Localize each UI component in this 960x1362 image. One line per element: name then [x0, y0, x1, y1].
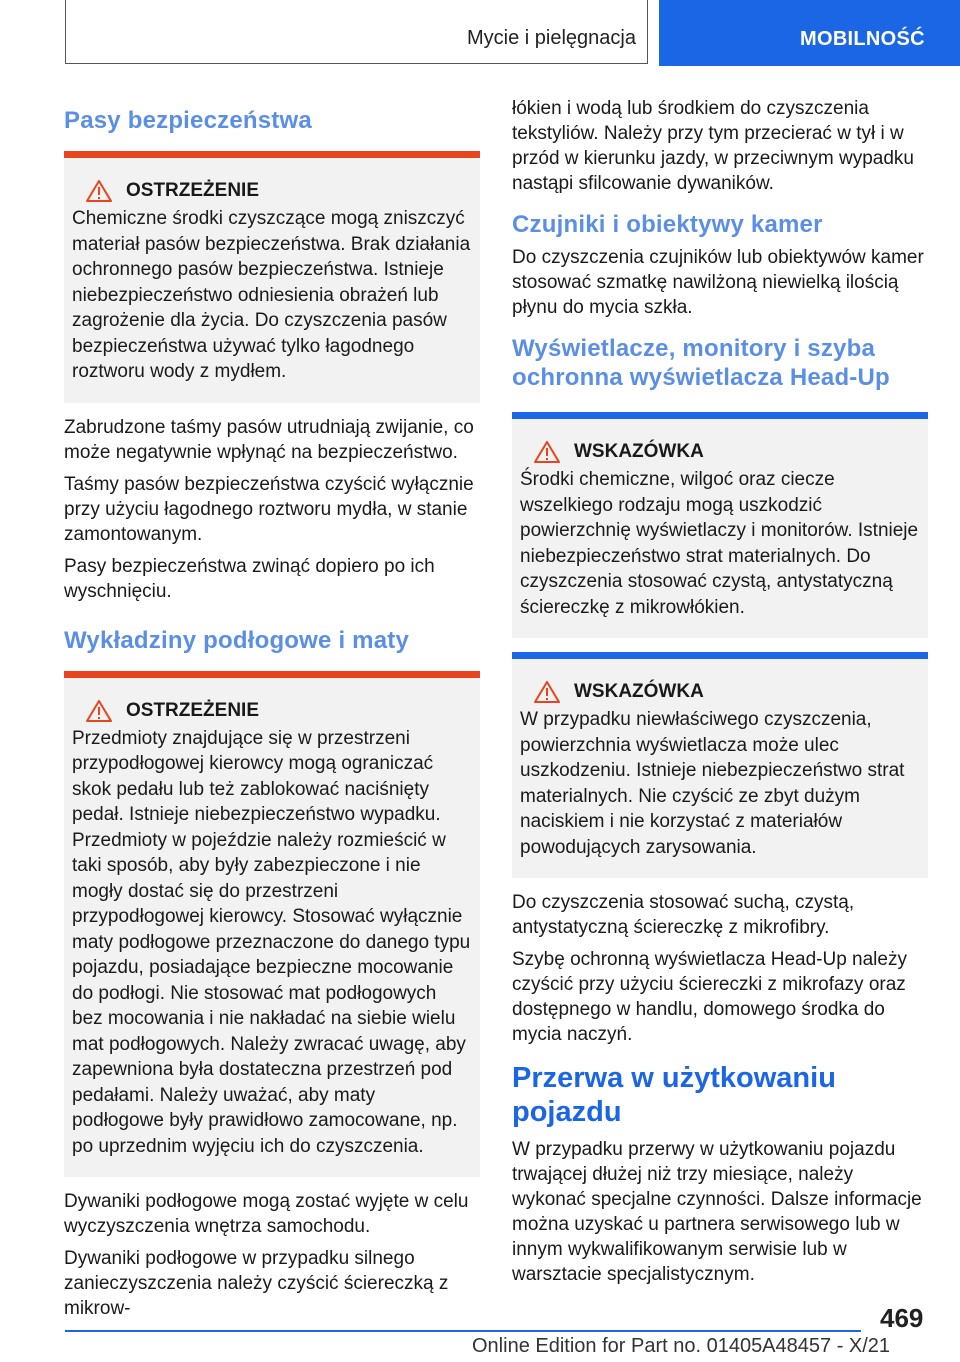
note-box-cleaning	[512, 652, 928, 878]
right-column	[512, 96, 928, 1294]
warning-text: Przedmioty znajdujące się w przestrzeni przypodłogowej kierowcy mogą ograniczać skok pedału lub też zablokować naciśnięty pedał. Istnieje niebezpieczeństwo wypadku. Przedmioty w pojeździe należy rozmieścić w taki sposób, aby były zabezpieczone i nie mogły dostać się do przestrzeni przypodłogowej kierowcy. Stosować wyłącznie maty podłogowe przeznaczone do danego typu pojazdu, posiadające bezpieczne mocowanie do podłogi. Nie stosować mat podłogowych bez mocowania i nie nakładać na siebie wielu mat podłogowych. Należy zwracać uwagę, aby zapewniona była dostateczna przestrzeń pod pedałami. Należy uważać, aby maty podłogowe były prawidłowo zamocowane, np. po uprzednim wyjęciu ich do czyszczenia.	[72, 727, 471, 1157]
warning-title-text: OSTRZEŻENIE	[126, 699, 260, 721]
page-number: 469	[880, 1303, 924, 1333]
paragraph: Dywaniki podłogowe mogą zostać wyjęte w celu wyczyszczenia wnętrza samochodu.	[64, 1191, 469, 1237]
paragraph: Taśmy pasów bezpieczeństwa czyścić wyłącznie przy użyciu łagodnego roztworu mydła, w stanie zamontowanym.	[64, 473, 474, 545]
chapter-tab[interactable]	[659, 0, 960, 66]
section-title: Mycie i pielęgnacja	[467, 27, 636, 49]
left-column	[64, 96, 480, 1328]
note-title	[520, 441, 920, 463]
warning-box-floor-mats	[64, 671, 480, 1178]
warning-triangle-icon	[86, 180, 112, 202]
heading-vehicle-break: Przerwa w użytkowaniu pojazdu	[512, 1062, 836, 1128]
paragraph: Dywaniki podłogowe w przypadku silnego zanieczyszczenia należy czyścić ściereczką z mikrow-	[64, 1248, 449, 1319]
warning-triangle-icon	[86, 700, 112, 722]
warning-text: Chemiczne środki czyszczące mogą zniszczyć materiał pasów bezpieczeństwa. Brak działania ochronnego pasów bezpieczeństwa. Istnieje niebezpieczeństwo odniesienia obrażeń lub zagrożenie dla życia. Do czyszczenia pasów bezpieczeństwa używać tylko łagodnego roztworu wody z mydłem.	[72, 208, 471, 382]
heading-displays: Wyświetlacze, monitory i szyba ochronna wyświetlacza Head-Up	[512, 335, 890, 391]
warning-triangle-icon	[534, 681, 560, 703]
heading-floor-mats: Wykładziny podłogowe i maty	[64, 626, 410, 654]
paragraph: łókien i wodą lub środkiem do czyszczenia tekstyliów. Należy przy tym przecierać w tył i w przód w kierunku jazdy, w przeciwnym wypadku nastąpi sfilcowanie dywaników.	[512, 98, 914, 194]
paragraph: Zabrudzone taśmy pasów utrudniają zwijanie, co może negatywnie wpłynąć na bezpieczeństwo.	[64, 416, 474, 463]
heading-seatbelts: Pasy bezpieczeństwa	[64, 107, 312, 134]
warning-triangle-icon	[534, 441, 560, 463]
paragraph: Do czyszczenia stosować suchą, czystą, antystatyczną ściereczkę z mikrofibry.	[512, 892, 855, 938]
edition-note: Online Edition for Part no. 01405A48457 - X/21	[472, 1335, 891, 1357]
warning-title-text: OSTRZEŻENIE	[126, 180, 260, 201]
note-text: Środki chemiczne, wilgoć oraz ciecze wszelkiego rodzaju mogą uszkodzić powierzchnię wyświetlaczy i monitorów. Istnieje niebezpieczeństwo strat materialnych. Do czyszczenia stosować czystą, antystatyczną ściereczkę z mikrowłókien.	[520, 469, 919, 618]
paragraph: Szybę ochronną wyświetlacza Head-Up należy czyścić przy użyciu ściereczki z mikrofazy oraz dostępnego w handlu, domowego środka do mycia naczyń.	[512, 949, 907, 1045]
chapter-tab-label: MOBILNOŚĆ	[800, 28, 925, 50]
warning-title	[72, 180, 472, 202]
paragraph: W przypadku przerwy w użytkowaniu pojazdu trwającej dłużej niż trzy miesiące, należy wykonać specjalne czynności. Dalsze informacje można uzyskać u partnera serwisowego lub w innym wykwalifikowanym serwisie lub w warsztacie specjalistycznym.	[512, 1139, 922, 1285]
note-box-displays	[512, 412, 928, 638]
note-title	[520, 681, 920, 703]
paragraph: Do czyszczenia czujników lub obiektywów kamer stosować szmatkę nawilżoną niewielką ilością płynu do mycia szkła.	[512, 247, 924, 318]
heading-sensors-cameras: Czujniki i obiektywy kamer	[512, 211, 823, 238]
note-title-text: WSKAZÓWKA	[574, 681, 704, 702]
paragraph: Pasy bezpieczeństwa zwinąć dopiero po ich wyschnięciu.	[64, 555, 435, 602]
warning-box-seatbelts	[64, 151, 480, 403]
footer-divider	[65, 1330, 861, 1332]
note-text: W przypadku niewłaściwego czyszczenia, powierzchnia wyświetlacza może ulec uszkodzeniu. Istnieje niebezpieczeństwo strat materialnych. Nie czyścić ze zbyt dużym naciskiem i nie korzystać z materiałów powodujących zarysowania.	[520, 709, 905, 858]
note-title-text: WSKAZÓWKA	[574, 441, 704, 462]
warning-title	[72, 700, 472, 722]
